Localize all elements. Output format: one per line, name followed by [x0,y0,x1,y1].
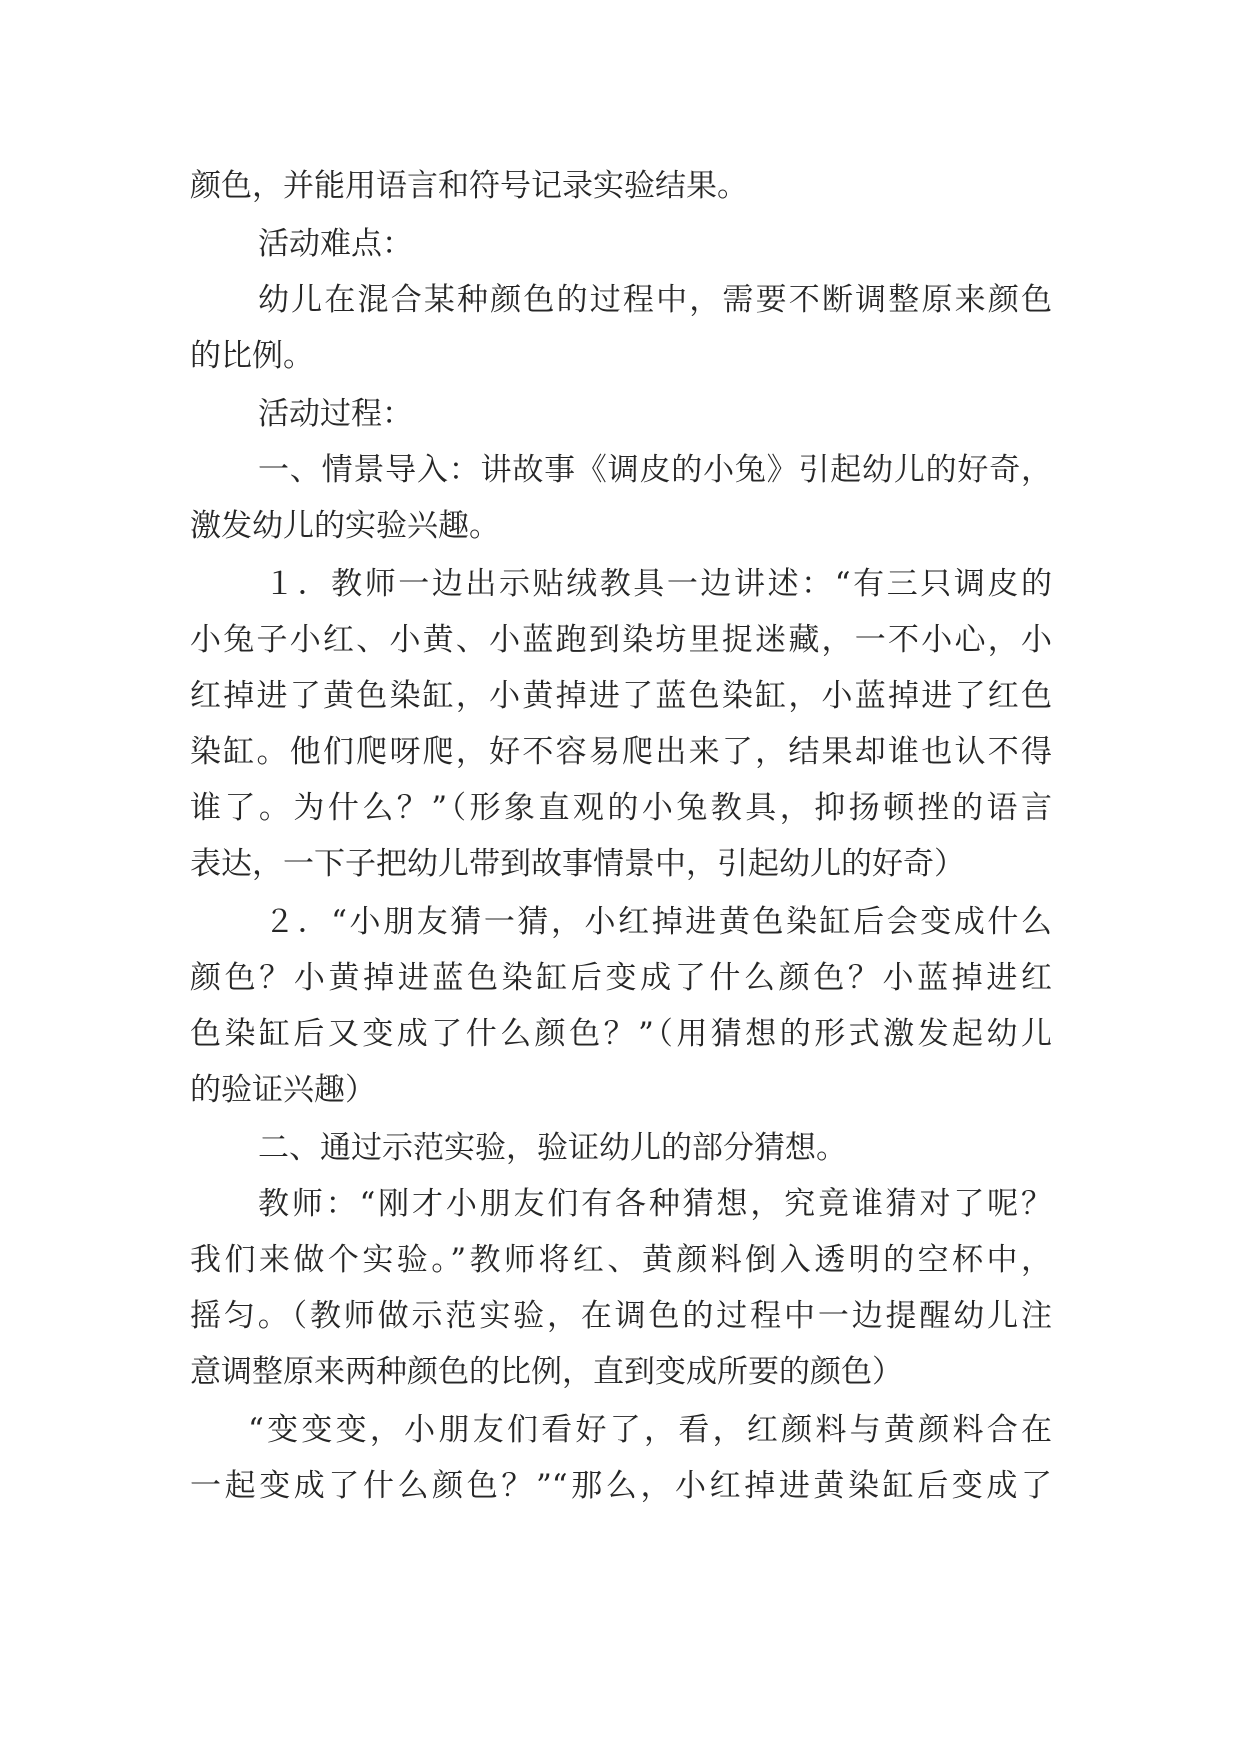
section-heading-2: 二、通过示范实验，验证幼儿的部分猜想。 [258,1130,847,1166]
text-line: “变变变，小朋友们看好了，看，红颜料与黄颜料合在 [248,1412,1052,1448]
text-line: 红掉进了黄色染缸，小黄掉进了蓝色染缸，小蓝掉进了红色 [190,678,1052,714]
list-item-1: １．教师一边出示贴绒教具一边讲述：“有三只调皮的 [264,566,1052,602]
list-item-2: ２．“小朋友猜一猜，小红掉进黄色染缸后会变成什么 [264,904,1052,940]
text-line: 谁了。为什么？”（形象直观的小兔教具，抑扬顿挫的语言 [190,790,1052,826]
text-line: 我们来做个实验。”教师将红、黄颜料倒入透明的空杯中， [190,1242,1052,1278]
section-heading-1: 一、情景导入：讲故事《调皮的小兔》引起幼儿的好奇， [258,452,1052,488]
heading-difficulty: 活动难点： [258,226,413,262]
text-line: 表达，一下子把幼儿带到故事情景中，引起幼儿的好奇） [190,846,965,882]
text-line: 染缸。他们爬呀爬，好不容易爬出来了，结果却谁也认不得 [190,734,1052,770]
text-line: 一起变成了什么颜色？”“那么，小红掉进黄染缸后变成了 [190,1468,1052,1504]
text-line: 小兔子小红、小黄、小蓝跑到染坊里捉迷藏，一不小心，小 [190,622,1052,658]
text-line: 摇匀。（教师做示范实验，在调色的过程中一边提醒幼儿注 [190,1298,1052,1334]
text-line: 颜色，并能用语言和符号记录实验结果。 [190,168,748,204]
text-line: 的验证兴趣） [190,1072,376,1108]
text-line: 意调整原来两种颜色的比例，直到变成所要的颜色） [190,1354,903,1390]
text-line: 教师：“刚才小朋友们有各种猜想，究竟谁猜对了呢？ [258,1186,1052,1222]
text-line: 颜色？小黄掉进蓝色染缸后变成了什么颜色？小蓝掉进红 [190,960,1052,996]
text-line: 的比例。 [190,338,314,374]
text-line: 幼儿在混合某种颜色的过程中，需要不断调整原来颜色 [258,282,1052,318]
text-line: 激发幼儿的实验兴趣。 [190,508,500,544]
heading-process: 活动过程： [258,396,413,432]
text-line: 色染缸后又变成了什么颜色？”（用猜想的形式激发起幼儿 [190,1016,1052,1052]
